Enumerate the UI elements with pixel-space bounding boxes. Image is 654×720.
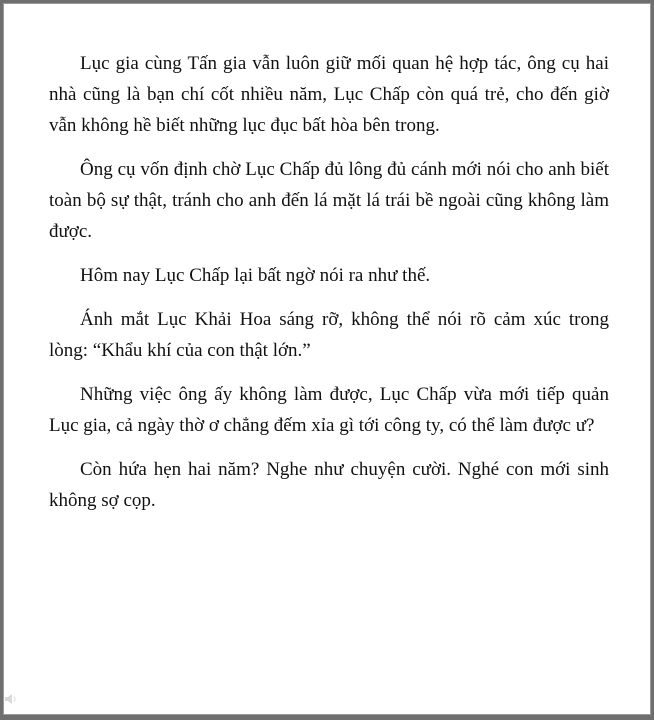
document-page	[3, 3, 651, 715]
speaker-icon	[4, 692, 18, 706]
paragraph-1: Lục gia cùng Tấn gia vẫn luôn giữ mối quan hệ hợp tác, ông cụ hai nhà cũng là bạn chí cốt nhiều năm, Lục Chấp còn quá trẻ, cho đến giờ vẫn không hề biết những lục đục bất hòa bên trong.	[49, 53, 609, 136]
document-body	[49, 48, 609, 529]
paragraph-5: Những việc ông ấy không làm được, Lục Chấp vừa mới tiếp quản Lục gia, cả ngày thờ ơ chẳng đếm xỉa gì tới công ty, có thể làm được ư?	[49, 384, 609, 436]
paragraph-6: Còn hứa hẹn hai năm? Nghe như chuyện cười. Nghé con mới sinh không sợ cọp.	[49, 459, 609, 511]
paragraph-3: Hôm nay Lục Chấp lại bất ngờ nói ra như thế.	[80, 265, 431, 286]
paragraph-2: Ông cụ vốn định chờ Lục Chấp đủ lông đủ cánh mới nói cho anh biết toàn bộ sự thật, tránh cho anh đến lá mặt lá trái bề ngoài cũng không làm được.	[49, 159, 609, 242]
paragraph-4: Ánh mắt Lục Khải Hoa sáng rỡ, không thể nói rõ cảm xúc trong lòng: “Khẩu khí của con thật lớn.”	[49, 309, 609, 361]
